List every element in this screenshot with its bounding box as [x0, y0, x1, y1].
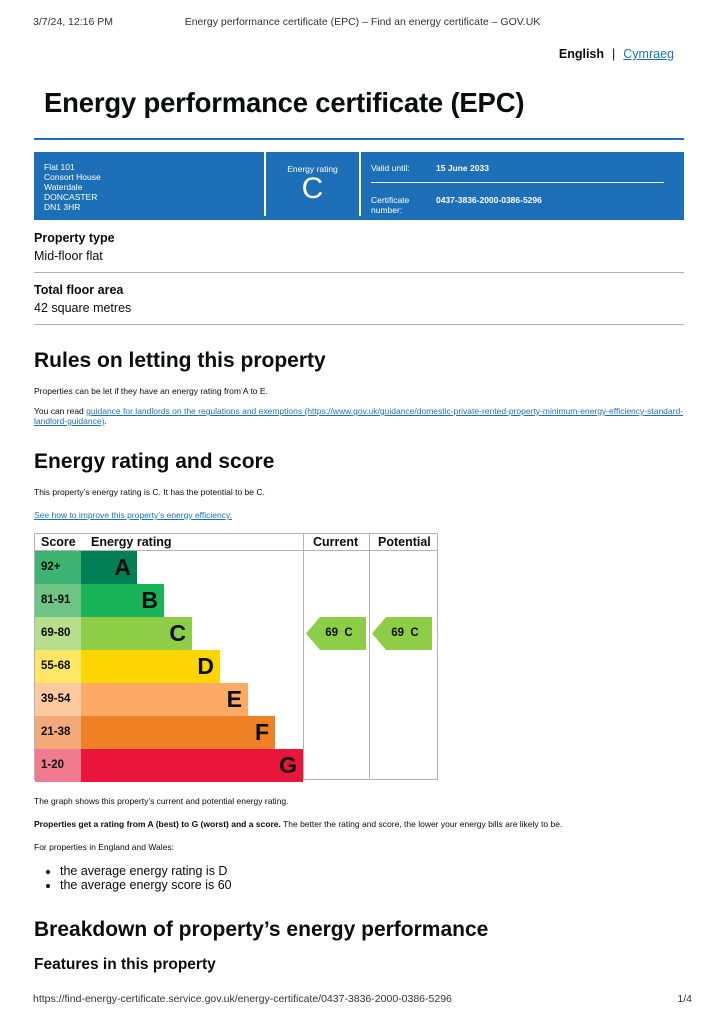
language-separator: |	[612, 47, 616, 61]
rating-explanation	[34, 819, 684, 829]
landlord-guidance-link[interactable]: guidance for landlords on the regulations and exemptions (https://www.gov.uk/guidance/domestic-private-rented-property-minimum-energy-efficiency-standard-landlord-guidance)	[34, 406, 684, 426]
band-bar-c: C	[81, 617, 192, 650]
band-score-b: 81-91	[35, 584, 81, 617]
energy-rating-graph	[34, 533, 438, 780]
page-title: Energy performance certificate (EPC)	[44, 87, 525, 118]
language-switcher	[559, 47, 674, 61]
rating-explanation-rest: The better the rating and score, the lower your energy bills are likely to be.	[280, 819, 563, 829]
breakdown-heading: Breakdown of property’s energy performance	[34, 918, 489, 941]
band-score-c: 69-80	[35, 617, 81, 650]
energy-rating-paragraph: This property’s energy rating is C. It has the potential to be C.	[34, 487, 265, 497]
print-datetime: 3/7/24, 12:16 PM	[33, 16, 113, 28]
certificate-number-value: 0437-3836-2000-0386-5296	[436, 195, 542, 205]
epc-summary-banner	[34, 152, 684, 220]
energy-rating-label: Energy rating	[287, 164, 338, 174]
address-line: Consort House	[44, 172, 101, 182]
list-item: • the average energy rating is D	[60, 864, 232, 878]
property-type-label: Property type	[34, 231, 115, 245]
language-english: English	[558, 47, 605, 61]
property-type	[34, 231, 684, 263]
band-score-f: 21-38	[35, 716, 81, 749]
averages-list	[34, 864, 232, 892]
print-page-title: Energy performance certificate (EPC) – Find an energy certificate – GOV.UK	[184, 16, 541, 28]
current-rating-label: 69 C	[325, 627, 353, 639]
band-score-e: 39-54	[35, 683, 81, 716]
list-item: • the average energy score is 60	[60, 878, 232, 892]
band-score-g: 1-20	[35, 749, 81, 782]
potential-column-header: Potential	[378, 535, 431, 549]
band-score-d: 55-68	[35, 650, 81, 683]
column-divider	[369, 534, 370, 779]
energy-rating-column-header: Energy rating	[91, 535, 172, 549]
total-floor-area	[34, 283, 684, 315]
address-line: Flat 101	[44, 162, 75, 172]
energy-rating-value: C	[301, 172, 324, 205]
language-welsh-link[interactable]: Cymraeg	[623, 47, 674, 61]
band-score-a: 92+	[35, 551, 81, 584]
property-type-value: Mid-floor flat	[34, 249, 103, 263]
valid-until-label: Valid until:	[371, 163, 410, 173]
band-bar-a: A	[81, 551, 137, 584]
section-divider	[34, 324, 684, 325]
rules-guidance-paragraph	[34, 406, 684, 426]
valid-until-value: 15 June 2033	[436, 163, 489, 173]
band-bar-g: G	[81, 749, 303, 782]
address-line: Waterdale	[44, 182, 83, 192]
address-line: DN1 3HR	[44, 202, 81, 212]
floor-area-value: 42 square metres	[34, 301, 132, 315]
column-divider	[303, 534, 304, 779]
band-bar-b: B	[81, 584, 164, 617]
summary-divider	[359, 152, 361, 216]
print-page-number: 1/4	[677, 993, 692, 1005]
floor-area-label: Total floor area	[34, 283, 124, 297]
guidance-prefix: You can read	[34, 406, 87, 416]
england-wales-intro: For properties in England and Wales:	[34, 842, 175, 852]
features-subheading: Features in this property	[34, 956, 216, 973]
current-rating-arrow	[306, 617, 366, 650]
rating-explanation-bold: Properties get a rating from A (best) to G (worst) and a score.	[34, 819, 281, 829]
guidance-suffix: .	[104, 416, 107, 426]
property-address	[44, 162, 101, 212]
score-column-header: Score	[41, 535, 76, 549]
current-column-header: Current	[313, 535, 359, 549]
band-bar-e: E	[81, 683, 248, 716]
rules-heading: Rules on letting this property	[34, 349, 326, 372]
potential-rating-label: 69 C	[391, 627, 419, 639]
rules-paragraph: Properties can be let if they have an energy rating from A to E.	[34, 386, 268, 396]
section-divider	[34, 272, 684, 273]
print-url: https://find-energy-certificate.service.gov.uk/energy-certificate/0437-3836-2000-0386-5296	[33, 993, 452, 1005]
band-bar-d: D	[81, 650, 220, 683]
potential-rating-arrow	[372, 617, 432, 650]
improve-efficiency-link[interactable]: See how to improve this property’s energy efficiency.	[34, 510, 232, 520]
title-divider	[34, 138, 684, 140]
band-bar-f: F	[81, 716, 275, 749]
summary-row-divider	[371, 182, 664, 183]
energy-rating-heading: Energy rating and score	[34, 450, 275, 473]
certificate-number-label: Certificate number:	[371, 195, 410, 215]
graph-explanation: The graph shows this property’s current and potential energy rating.	[34, 796, 289, 806]
address-line: DONCASTER	[44, 192, 98, 202]
improve-link-row	[34, 510, 684, 520]
